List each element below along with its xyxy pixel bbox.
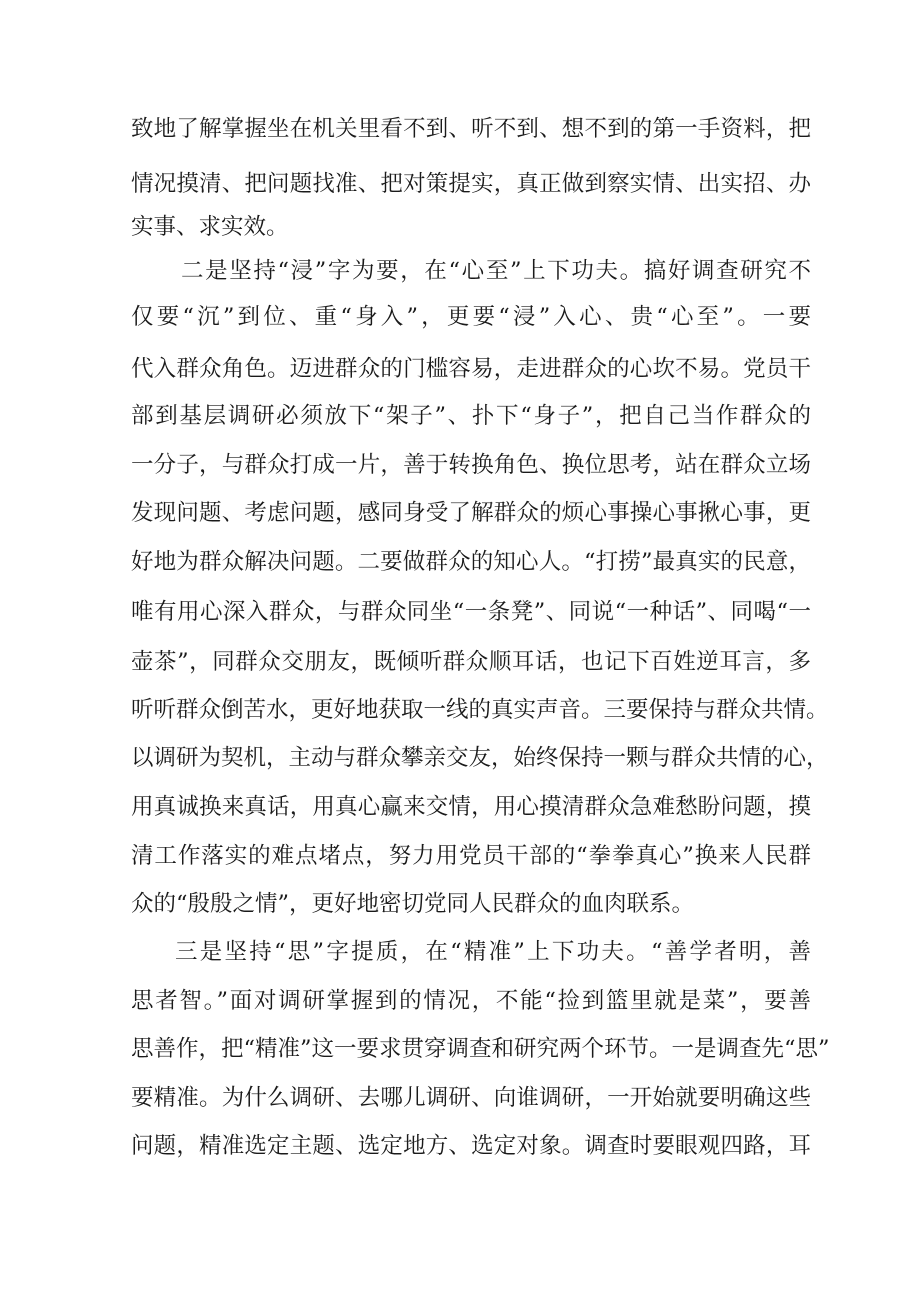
text-line: 好地为群众解决问题。二要做群众的知心人。“打捞”最真实的民意， (131, 549, 811, 575)
text-line: 思善作，把“精准”这一要求贯穿调查和研究两个环节。一是调查先“思” (131, 1036, 830, 1062)
text-line: 以调研为契机，主动与群众攀亲交友，始终保持一颗与群众共情的心， (131, 745, 829, 771)
text-line: 代入群众角色。迈进群众的门槛容易，走进群众的心坎不易。党员干 (131, 356, 811, 382)
text-line: 仅要“沉”到位、重“身入”，更要“浸”入心、贵“心至”。一要 (131, 304, 811, 330)
text-line: 清工作落实的难点堵点，努力用党员干部的“拳拳真心”换来人民群 (131, 843, 811, 869)
text-line: 壶茶”，同群众交朋友，既倾听群众顺耳话，也记下百姓逆耳言，多 (131, 649, 811, 675)
text-line: 用真诚换来真话，用真心赢来交情，用心摸清群众急难愁盼问题，摸 (131, 794, 811, 820)
paragraph-start-line: 二是坚持“浸”字为要，在“心至”上下功夫。搞好调查研究不 (181, 258, 811, 284)
text-line: 部到基层调研必须放下“架子”、扑下“身子”，把自己当作群众的 (131, 403, 811, 429)
text-line: 情况摸清、把问题找准、把对策提实，真正做到察实情、出实招、办 (131, 171, 811, 197)
text-line: 要精准。为什么调研、去哪儿调研、向谁调研，一开始就要明确这些 (131, 1085, 811, 1111)
text-line: 问题，精准选定主题、选定地方、选定对象。调查时要眼观四路，耳 (131, 1133, 811, 1159)
text-line: 众的“殷殷之情”，更好地密切党同人民群众的血肉联系。 (131, 891, 695, 917)
text-line: 发现问题、考虑问题，感同身受了解群众的烦心事操心事揪心事，更 (131, 500, 811, 526)
text-line: 思者智。”面对调研掌握到的情况，不能“捡到篮里就是菜”，要善 (131, 988, 811, 1014)
text-line: 一分子，与群众打成一片，善于转换角色、换位思考，站在群众立场 (131, 452, 811, 478)
text-line: 致地了解掌握坐在机关里看不到、听不到、想不到的第一手资料，把 (131, 116, 811, 142)
text-line: 实事、求实效。 (131, 214, 289, 240)
paragraph-start-line: 三是坚持“思”字提质，在“精准”上下功夫。“善学者明，善 (175, 939, 811, 965)
text-line: 听听群众倒苦水，更好地获取一线的真实声音。三要保持与群众共情。 (131, 697, 829, 723)
text-line: 唯有用心深入群众，与群众同坐“一条凳”、同说“一种话”、同喝“一 (131, 599, 811, 625)
